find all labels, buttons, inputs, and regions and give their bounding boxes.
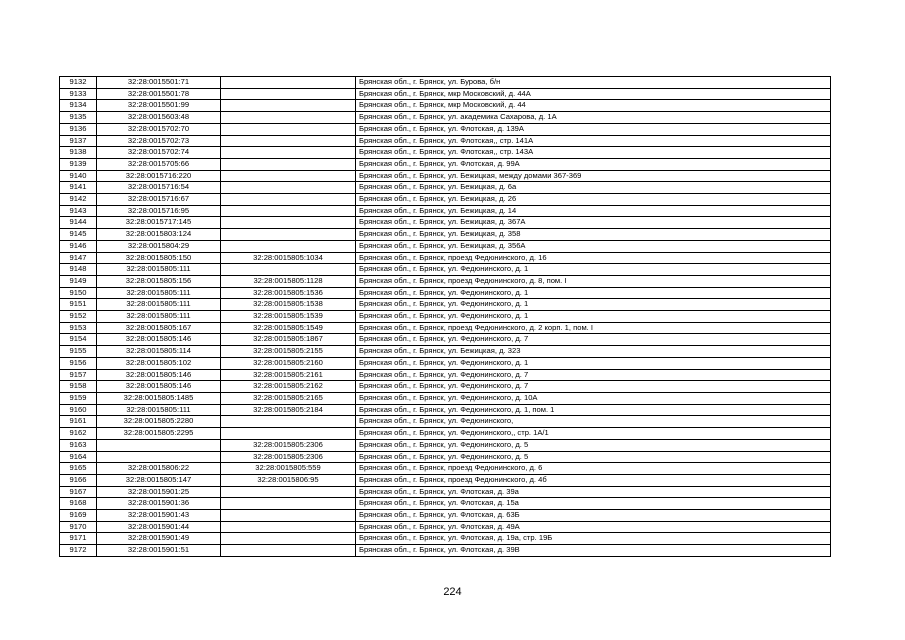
address-cell: Брянская обл., г. Брянск, проезд Федюнинского, д. 8, пом. I (356, 275, 831, 287)
table-row (60, 322, 831, 334)
building-number-cell: 32:28:0015805:2161 (221, 369, 356, 381)
land-plot-number-cell: 32:28:0015805:111 (97, 287, 221, 299)
table-row (60, 264, 831, 276)
table-row (60, 545, 831, 557)
address-cell: Брянская обл., г. Брянск, проезд Федюнинского, д. 4б (356, 474, 831, 486)
address-cell: Брянская обл., г. Брянск, проезд Федюнинского, д. 6 (356, 463, 831, 475)
table-row (60, 474, 831, 486)
address-cell: Брянская обл., г. Брянск, ул. академика Сахарова, д. 1А (356, 112, 831, 124)
land-plot-number-cell: 32:28:0015901:49 (97, 533, 221, 545)
building-number-cell: 32:28:0015805:559 (221, 463, 356, 475)
address-cell: Брянская обл., г. Брянск, ул. Федюнинского, д. 5 (356, 439, 831, 451)
building-number-cell: 32:28:0015805:1539 (221, 311, 356, 323)
land-plot-number-cell: 32:28:0015716:95 (97, 205, 221, 217)
table-row (60, 182, 831, 194)
address-cell: Брянская обл., г. Брянск, ул. Флотская,, стр. 141А (356, 135, 831, 147)
row-number-cell: 9171 (60, 533, 97, 545)
row-number-cell: 9146 (60, 240, 97, 252)
row-number-cell: 9168 (60, 498, 97, 510)
land-plot-number-cell (97, 439, 221, 451)
land-plot-number-cell: 32:28:0015717:145 (97, 217, 221, 229)
land-plot-number-cell: 32:28:0015805:146 (97, 381, 221, 393)
row-number-cell: 9154 (60, 334, 97, 346)
building-number-cell: 32:28:0015805:1034 (221, 252, 356, 264)
row-number-cell: 9148 (60, 264, 97, 276)
building-number-cell (221, 194, 356, 206)
address-cell: Брянская обл., г. Брянск, ул. Флотская, д. 99А (356, 158, 831, 170)
land-plot-number-cell: 32:28:0015805:2295 (97, 428, 221, 440)
row-number-cell: 9169 (60, 510, 97, 522)
address-cell: Брянская обл., г. Брянск, ул. Бежицкая, д. 356А (356, 240, 831, 252)
land-plot-number-cell: 32:28:0015805:147 (97, 474, 221, 486)
table-row (60, 240, 831, 252)
building-number-cell (221, 510, 356, 522)
table-row (60, 135, 831, 147)
address-cell: Брянская обл., г. Брянск, ул. Федюнинского, д. 7 (356, 381, 831, 393)
address-cell: Брянская обл., г. Брянск, ул. Федюнинского,, стр. 1А/1 (356, 428, 831, 440)
land-plot-number-cell: 32:28:0015501:78 (97, 88, 221, 100)
row-number-cell: 9163 (60, 439, 97, 451)
table-row (60, 404, 831, 416)
building-number-cell: 32:28:0015805:2165 (221, 392, 356, 404)
land-plot-number-cell (97, 451, 221, 463)
building-number-cell (221, 240, 356, 252)
table-row (60, 498, 831, 510)
table-row (60, 217, 831, 229)
row-number-cell: 9156 (60, 357, 97, 369)
row-number-cell: 9149 (60, 275, 97, 287)
land-plot-number-cell: 32:28:0015805:156 (97, 275, 221, 287)
row-number-cell: 9165 (60, 463, 97, 475)
building-number-cell: 32:28:0015805:2155 (221, 346, 356, 358)
table-row (60, 147, 831, 159)
land-plot-number-cell: 32:28:0015803:124 (97, 229, 221, 241)
building-number-cell (221, 147, 356, 159)
address-cell: Брянская обл., г. Брянск, мкр Московский, д. 44А (356, 88, 831, 100)
building-number-cell (221, 170, 356, 182)
table-row (60, 521, 831, 533)
row-number-cell: 9135 (60, 112, 97, 124)
address-cell: Брянская обл., г. Брянск, ул. Федюнинского, д. 1 (356, 299, 831, 311)
building-number-cell: 32:28:0015805:1867 (221, 334, 356, 346)
row-number-cell: 9157 (60, 369, 97, 381)
address-cell: Брянская обл., г. Брянск, ул. Бежицкая, д. 14 (356, 205, 831, 217)
building-number-cell: 32:28:0015805:2184 (221, 404, 356, 416)
building-number-cell: 32:28:0015805:1538 (221, 299, 356, 311)
land-plot-number-cell: 32:28:0015705:66 (97, 158, 221, 170)
row-number-cell: 9144 (60, 217, 97, 229)
table-row (60, 299, 831, 311)
address-cell: Брянская обл., г. Брянск, ул. Флотская, д. 39В (356, 545, 831, 557)
address-cell: Брянская обл., г. Брянск, ул. Федюнинского, д. 1 (356, 287, 831, 299)
land-plot-number-cell: 32:28:0015603:48 (97, 112, 221, 124)
land-plot-number-cell: 32:28:0015805:167 (97, 322, 221, 334)
land-plot-number-cell: 32:28:0015901:43 (97, 510, 221, 522)
address-cell: Брянская обл., г. Брянск, проезд Федюнинского, д. 16 (356, 252, 831, 264)
address-cell: Брянская обл., г. Брянск, ул. Флотская, д. 39а (356, 486, 831, 498)
land-plot-number-cell: 32:28:0015501:71 (97, 77, 221, 89)
address-cell: Брянская обл., г. Брянск, ул. Бежицкая, д. 26 (356, 194, 831, 206)
address-cell: Брянская обл., г. Брянск, ул. Флотская, д. 139А (356, 123, 831, 135)
row-number-cell: 9162 (60, 428, 97, 440)
table-row (60, 275, 831, 287)
land-plot-number-cell: 32:28:0015806:22 (97, 463, 221, 475)
row-number-cell: 9161 (60, 416, 97, 428)
building-number-cell (221, 498, 356, 510)
table-row (60, 123, 831, 135)
page-number: 224 (443, 586, 462, 598)
row-number-cell: 9141 (60, 182, 97, 194)
table-row (60, 100, 831, 112)
row-number-cell: 9150 (60, 287, 97, 299)
address-cell: Брянская обл., г. Брянск, ул. Федюнинского, д. 1, пом. 1 (356, 404, 831, 416)
building-number-cell (221, 428, 356, 440)
address-cell: Брянская обл., г. Брянск, ул. Федюнинского, д. 7 (356, 334, 831, 346)
row-number-cell: 9140 (60, 170, 97, 182)
building-number-cell (221, 521, 356, 533)
building-number-cell (221, 217, 356, 229)
land-plot-number-cell: 32:28:0015901:51 (97, 545, 221, 557)
row-number-cell: 9145 (60, 229, 97, 241)
building-number-cell (221, 229, 356, 241)
land-plot-number-cell: 32:28:0015805:111 (97, 404, 221, 416)
table-row (60, 346, 831, 358)
land-plot-number-cell: 32:28:0015805:111 (97, 311, 221, 323)
address-cell: Брянская обл., г. Брянск, ул. Федюнинского, д. 10А (356, 392, 831, 404)
registry-table (59, 76, 831, 557)
building-number-cell (221, 158, 356, 170)
address-cell: Брянская обл., г. Брянск, ул. Флотская,, стр. 143А (356, 147, 831, 159)
address-cell: Брянская обл., г. Брянск, проезд Федюнинского, д. 2 корп. 1, пом. I (356, 322, 831, 334)
table-row (60, 416, 831, 428)
row-number-cell: 9172 (60, 545, 97, 557)
land-plot-number-cell: 32:28:0015702:70 (97, 123, 221, 135)
row-number-cell: 9153 (60, 322, 97, 334)
row-number-cell: 9134 (60, 100, 97, 112)
building-number-cell (221, 545, 356, 557)
table-row (60, 357, 831, 369)
table-row (60, 158, 831, 170)
land-plot-number-cell: 32:28:0015901:25 (97, 486, 221, 498)
address-cell: Брянская обл., г. Брянск, ул. Бежицкая, д. 6а (356, 182, 831, 194)
building-number-cell: 32:28:0015805:2160 (221, 357, 356, 369)
address-cell: Брянская обл., г. Брянск, ул. Федюнинского, д. 1 (356, 357, 831, 369)
address-cell: Брянская обл., г. Брянск, ул. Федюнинского, д. 1 (356, 264, 831, 276)
building-number-cell (221, 100, 356, 112)
building-number-cell: 32:28:0015805:2306 (221, 451, 356, 463)
row-number-cell: 9170 (60, 521, 97, 533)
address-cell: Брянская обл., г. Брянск, ул. Бурова, б/н (356, 77, 831, 89)
building-number-cell: 32:28:0015805:1536 (221, 287, 356, 299)
table-row (60, 194, 831, 206)
table-row (60, 252, 831, 264)
table-row (60, 334, 831, 346)
registry-table-container (59, 76, 830, 557)
table-row (60, 112, 831, 124)
row-number-cell: 9151 (60, 299, 97, 311)
row-number-cell: 9158 (60, 381, 97, 393)
address-cell: Брянская обл., г. Брянск, ул. Федюнинского, (356, 416, 831, 428)
address-cell: Брянская обл., г. Брянск, ул. Флотская, д. 19а, стр. 19Б (356, 533, 831, 545)
address-cell: Брянская обл., г. Брянск, ул. Федюнинского, д. 7 (356, 369, 831, 381)
row-number-cell: 9133 (60, 88, 97, 100)
table-row (60, 77, 831, 89)
table-row (60, 88, 831, 100)
land-plot-number-cell: 32:28:0015901:44 (97, 521, 221, 533)
building-number-cell (221, 135, 356, 147)
land-plot-number-cell: 32:28:0015702:74 (97, 147, 221, 159)
land-plot-number-cell: 32:28:0015702:73 (97, 135, 221, 147)
building-number-cell: 32:28:0015805:1549 (221, 322, 356, 334)
address-cell: Брянская обл., г. Брянск, ул. Федюнинского, д. 5 (356, 451, 831, 463)
building-number-cell (221, 264, 356, 276)
address-cell: Брянская обл., г. Брянск, ул. Бежицкая, между домами 367-369 (356, 170, 831, 182)
land-plot-number-cell: 32:28:0015805:146 (97, 334, 221, 346)
building-number-cell (221, 533, 356, 545)
registry-table-body (60, 77, 831, 557)
address-cell: Брянская обл., г. Брянск, ул. Флотская, д. 49А (356, 521, 831, 533)
table-row (60, 392, 831, 404)
building-number-cell (221, 88, 356, 100)
row-number-cell: 9136 (60, 123, 97, 135)
land-plot-number-cell: 32:28:0015805:1485 (97, 392, 221, 404)
address-cell: Брянская обл., г. Брянск, ул. Бежицкая, д. 367А (356, 217, 831, 229)
table-row (60, 369, 831, 381)
row-number-cell: 9147 (60, 252, 97, 264)
land-plot-number-cell: 32:28:0015716:220 (97, 170, 221, 182)
building-number-cell (221, 112, 356, 124)
row-number-cell: 9137 (60, 135, 97, 147)
land-plot-number-cell: 32:28:0015805:150 (97, 252, 221, 264)
building-number-cell: 32:28:0015805:1128 (221, 275, 356, 287)
building-number-cell: 32:28:0015805:2306 (221, 439, 356, 451)
address-cell: Брянская обл., г. Брянск, ул. Бежицкая, д. 358 (356, 229, 831, 241)
table-row (60, 486, 831, 498)
building-number-cell (221, 205, 356, 217)
table-row (60, 381, 831, 393)
row-number-cell: 9155 (60, 346, 97, 358)
address-cell: Брянская обл., г. Брянск, мкр Московский, д. 44 (356, 100, 831, 112)
table-row (60, 439, 831, 451)
row-number-cell: 9152 (60, 311, 97, 323)
building-number-cell (221, 486, 356, 498)
land-plot-number-cell: 32:28:0015805:2280 (97, 416, 221, 428)
table-row (60, 287, 831, 299)
row-number-cell: 9142 (60, 194, 97, 206)
address-cell: Брянская обл., г. Брянск, ул. Флотская, д. 63Б (356, 510, 831, 522)
land-plot-number-cell: 32:28:0015805:114 (97, 346, 221, 358)
row-number-cell: 9164 (60, 451, 97, 463)
land-plot-number-cell: 32:28:0015716:54 (97, 182, 221, 194)
land-plot-number-cell: 32:28:0015805:111 (97, 299, 221, 311)
row-number-cell: 9160 (60, 404, 97, 416)
table-row (60, 451, 831, 463)
table-row (60, 428, 831, 440)
address-cell: Брянская обл., г. Брянск, ул. Бежицкая, д. 323 (356, 346, 831, 358)
land-plot-number-cell: 32:28:0015901:36 (97, 498, 221, 510)
land-plot-number-cell: 32:28:0015805:146 (97, 369, 221, 381)
table-row (60, 311, 831, 323)
row-number-cell: 9139 (60, 158, 97, 170)
row-number-cell: 9167 (60, 486, 97, 498)
building-number-cell (221, 123, 356, 135)
building-number-cell (221, 416, 356, 428)
land-plot-number-cell: 32:28:0015501:99 (97, 100, 221, 112)
table-row (60, 229, 831, 241)
building-number-cell (221, 182, 356, 194)
table-row (60, 170, 831, 182)
land-plot-number-cell: 32:28:0015805:102 (97, 357, 221, 369)
table-row (60, 205, 831, 217)
land-plot-number-cell: 32:28:0015804:29 (97, 240, 221, 252)
land-plot-number-cell: 32:28:0015716:67 (97, 194, 221, 206)
row-number-cell: 9166 (60, 474, 97, 486)
table-row (60, 510, 831, 522)
building-number-cell: 32:28:0015806:95 (221, 474, 356, 486)
row-number-cell: 9138 (60, 147, 97, 159)
address-cell: Брянская обл., г. Брянск, ул. Флотская, д. 15а (356, 498, 831, 510)
building-number-cell (221, 77, 356, 89)
row-number-cell: 9132 (60, 77, 97, 89)
table-row (60, 463, 831, 475)
building-number-cell: 32:28:0015805:2162 (221, 381, 356, 393)
land-plot-number-cell: 32:28:0015805:111 (97, 264, 221, 276)
address-cell: Брянская обл., г. Брянск, ул. Федюнинского, д. 1 (356, 311, 831, 323)
row-number-cell: 9159 (60, 392, 97, 404)
row-number-cell: 9143 (60, 205, 97, 217)
table-row (60, 533, 831, 545)
